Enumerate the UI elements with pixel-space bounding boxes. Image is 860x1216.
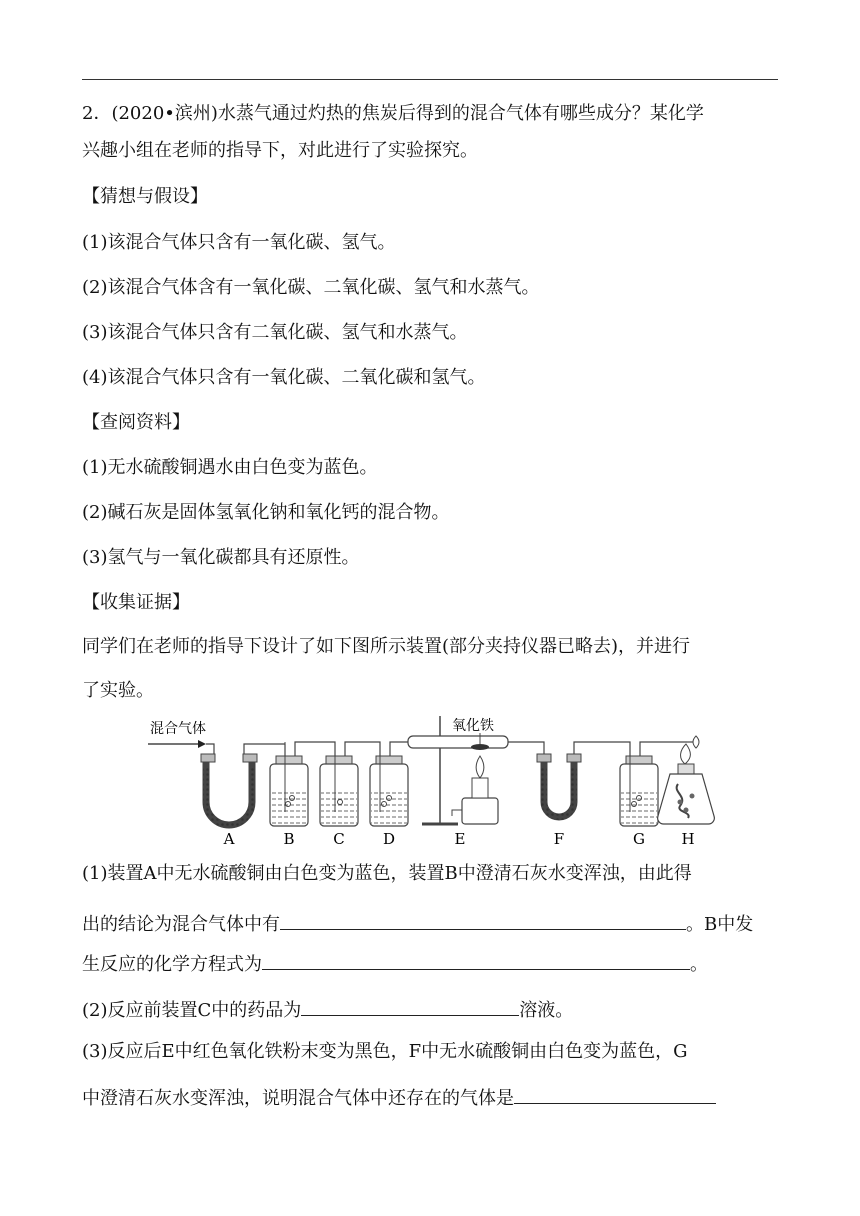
- apparatus-label-a: A: [223, 830, 235, 848]
- q2-suffix: 溶液。: [519, 1000, 574, 1021]
- answer-blank-1[interactable]: [280, 913, 686, 930]
- q1-line1: (1)装置A中无水硫酸铜由白色变为蓝色，装置B中澄清石灰水变浑浊，由此得: [82, 863, 692, 884]
- answer-blank-4[interactable]: [514, 1087, 716, 1104]
- gas-label: 混合气体: [150, 721, 206, 737]
- hypothesis-item-2: (2)该混合气体含有一氧化碳、二氧化碳、氢气和水蒸气。: [82, 277, 540, 298]
- apparatus-label-b: B: [283, 830, 295, 848]
- evidence-line2: 了实验。: [82, 680, 154, 701]
- apparatus-label-e: E: [454, 830, 466, 848]
- apparatus-f-u-tube: [537, 754, 581, 817]
- q3-line2-prefix: 中澄清石灰水变浑浊，说明混合气体中还存在的气体是: [82, 1088, 514, 1109]
- evidence-heading: 【收集证据】: [82, 592, 190, 613]
- q1-line3-prefix: 生反应的化学方程式为: [82, 954, 262, 975]
- q1-line2-prefix: 出的结论为混合气体中有: [82, 914, 280, 935]
- apparatus-g-bottle: [620, 742, 658, 826]
- apparatus-e-combustion-tube: [408, 716, 508, 824]
- oxide-label: 氧化铁: [452, 718, 494, 734]
- apparatus-figure: [140, 712, 720, 852]
- q3-line2: [82, 1087, 716, 1110]
- apparatus-c-bottle: [320, 742, 358, 826]
- hypothesis-heading: 【猜想与假设】: [82, 186, 208, 207]
- reference-item-2: (2)碱石灰是固体氢氧化钠和氧化钙的混合物。: [82, 502, 450, 523]
- question-intro-line1: 2．(2020•滨州)水蒸气通过灼热的焦炭后得到的混合气体有哪些成分？某化学: [82, 103, 704, 124]
- q1-line3-suffix: 。: [690, 954, 708, 975]
- apparatus-label-f: F: [553, 830, 565, 848]
- references-heading: 【查阅资料】: [82, 412, 190, 433]
- question-intro-line2: 兴趣小组在老师的指导下，对此进行了实验探究。: [82, 140, 478, 161]
- q1-line3: [82, 953, 708, 976]
- reference-item-1: (1)无水硫酸铜遇水由白色变为蓝色。: [82, 457, 378, 478]
- apparatus-d-bottle: [370, 742, 408, 826]
- apparatus-label-c: C: [333, 830, 345, 848]
- answer-blank-2[interactable]: [262, 953, 690, 970]
- apparatus-b-bottle: [270, 742, 308, 826]
- q2-line: [82, 999, 573, 1022]
- apparatus-label-d: D: [382, 830, 396, 848]
- answer-blank-3[interactable]: [301, 999, 519, 1016]
- q2-prefix: (2)反应前装置C中的药品为: [82, 1000, 302, 1021]
- hypothesis-item-1: (1)该混合气体只含有一氧化碳、氢气。: [82, 232, 396, 253]
- top-rule: [82, 79, 778, 80]
- q3-line1: (3)反应后E中红色氧化铁粉末变为黑色，F中无水硫酸铜由白色变为蓝色，G: [82, 1041, 688, 1062]
- q1-line2-suffix: 。B中发: [686, 914, 754, 935]
- reference-item-3: (3)氢气与一氧化碳都具有还原性。: [82, 547, 360, 568]
- q1-line2: [82, 913, 753, 936]
- apparatus-a-u-tube: [201, 754, 257, 825]
- apparatus-h-alcohol-lamp: [658, 736, 715, 824]
- apparatus-label-h: H: [681, 830, 695, 848]
- hypothesis-item-3: (3)该混合气体只含有二氧化碳、氢气和水蒸气。: [82, 322, 468, 343]
- apparatus-label-g: G: [633, 830, 645, 848]
- gas-inlet-arrow-icon: [148, 740, 206, 748]
- evidence-line1: 同学们在老师的指导下设计了如下图所示装置(部分夹持仪器已略去)，并进行: [82, 636, 691, 657]
- hypothesis-item-4: (4)该混合气体只含有一氧化碳、二氧化碳和氢气。: [82, 367, 486, 388]
